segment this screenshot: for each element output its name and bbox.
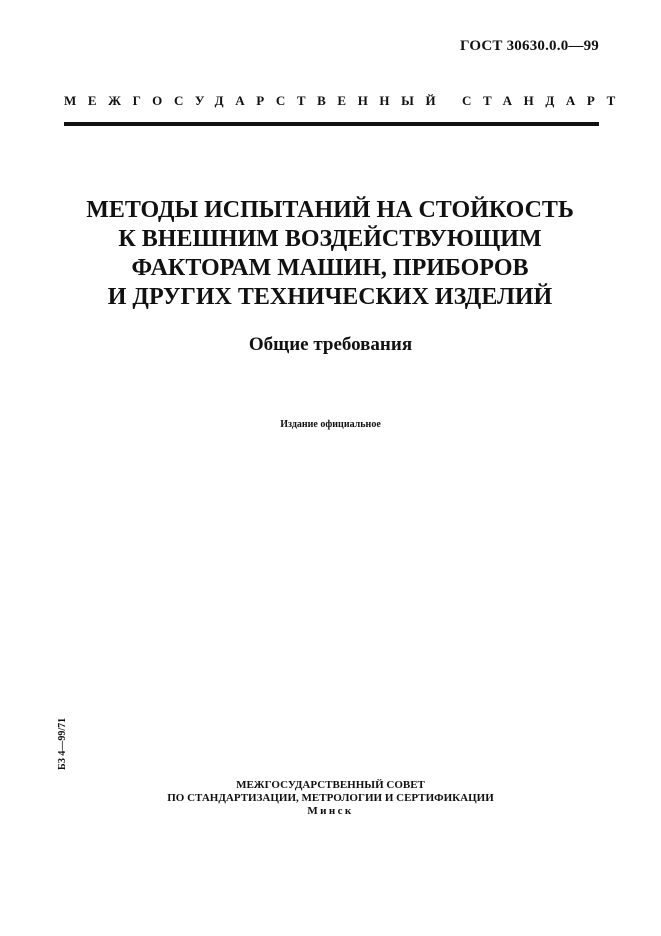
document-number: ГОСТ 30630.0.0—99 bbox=[459, 38, 599, 54]
title-line-1: МЕТОДЫ ИСПЫТАНИЙ НА СТОЙКОСТЬ bbox=[86, 197, 574, 223]
publisher-line-1: МЕЖГОСУДАРСТВЕННЫЙ СОВЕТ bbox=[236, 779, 425, 791]
publisher-block bbox=[0, 779, 661, 818]
side-catalog-code: БЗ 4—99/71 bbox=[57, 717, 68, 770]
publisher-city: Минск bbox=[307, 805, 354, 817]
standard-type-heading: МЕЖГОСУДАРСТВЕННЫЙ СТАНДАРТ bbox=[64, 93, 627, 108]
title-line-3: ФАКТОРАМ МАШИН, ПРИБОРОВ bbox=[131, 255, 529, 281]
publisher-line-2: ПО СТАНДАРТИЗАЦИИ, МЕТРОЛОГИИ И СЕРТИФИКАЦИИ bbox=[167, 792, 494, 804]
document-title bbox=[40, 196, 620, 312]
edition-note: Издание официальное bbox=[280, 419, 381, 430]
title-line-4: И ДРУГИХ ТЕХНИЧЕСКИХ ИЗДЕЛИЙ bbox=[107, 284, 553, 310]
document-subtitle: Общие требования bbox=[248, 334, 413, 355]
header-divider bbox=[64, 122, 599, 126]
title-line-2: К ВНЕШНИМ ВОЗДЕЙСТВУЮЩИМ bbox=[118, 226, 542, 252]
